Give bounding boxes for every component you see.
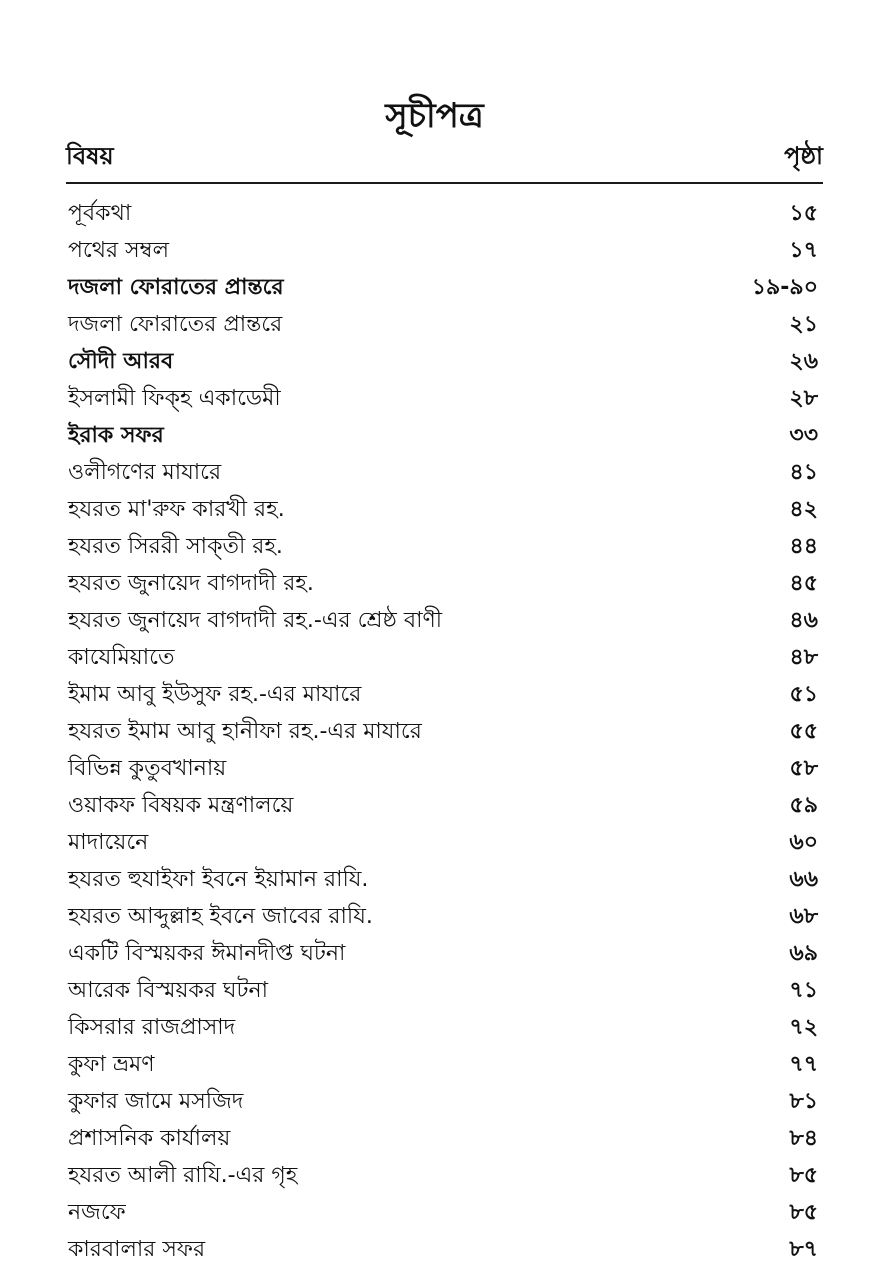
toc-entry-title: মাদায়েনে xyxy=(68,830,149,855)
toc-entry-title: সৌদী আরব xyxy=(68,349,174,374)
toc-entry-page-number: ৫৫ xyxy=(789,719,818,744)
toc-entry-title: বিভিন্ন কুতুবখানায় xyxy=(68,756,227,781)
toc-entry xyxy=(68,195,824,232)
toc-entry-page-number: ৬৮ xyxy=(789,904,818,929)
toc-entry xyxy=(68,1046,824,1083)
toc-entry xyxy=(68,676,824,713)
toc-entry-page-number: ৬৯ xyxy=(789,941,818,966)
toc-entry xyxy=(68,417,824,454)
toc-entry xyxy=(68,639,824,676)
toc-entry-title: হযরত হুযাইফা ইবনে ইয়ামান রাযি. xyxy=(68,867,369,892)
toc-entry xyxy=(68,1120,824,1157)
toc-entry-title: ইমাম আবু ইউসুফ রহ.-এর মাযারে xyxy=(68,682,362,707)
toc-entry-title: হযরত সিররী সাক্‌তী রহ. xyxy=(68,534,283,559)
toc-entry-page-number: ১৭ xyxy=(789,238,818,263)
toc-entry-title: হযরত মা'রুফ কারখী রহ. xyxy=(68,497,285,522)
toc-entry-page-number: ৮৭ xyxy=(789,1237,818,1262)
toc-entry-title: পূর্বকথা xyxy=(68,201,132,226)
toc-entry-page-number: ৫৮ xyxy=(789,756,818,781)
toc-entry xyxy=(68,232,824,269)
toc-entry-page-number: ২৮ xyxy=(789,386,818,411)
toc-entry-title: নজফে xyxy=(68,1200,126,1225)
subject-column-label: বিষয় xyxy=(66,142,114,170)
toc-entry-title: কুফার জামে মসজিদ xyxy=(68,1089,244,1114)
toc-entry-title: হযরত জুনায়েদ বাগদাদী রহ. xyxy=(68,571,314,596)
toc-entry-page-number: ২৬ xyxy=(789,349,818,374)
toc-entry-page-number: ৪৮ xyxy=(789,645,818,670)
toc-entry-title: একটি বিস্ময়কর ঈমানদীপ্ত ঘটনা xyxy=(68,941,346,966)
toc-entry xyxy=(68,306,824,343)
toc-entry-page-number: ৫৯ xyxy=(789,793,818,818)
toc-entry-page-number: ৬০ xyxy=(789,830,818,855)
toc-entry-title: হযরত ইমাম আবু হানীফা রহ.-এর মাযারে xyxy=(68,719,422,744)
toc-entry-title: ওলীগণের মাযারে xyxy=(68,460,222,485)
table-of-contents xyxy=(68,195,824,1268)
toc-entry-page-number: ৮১ xyxy=(789,1089,818,1114)
toc-entry-title: দজলা ফোরাতের প্রান্তরে xyxy=(68,312,283,337)
toc-entry-title: হযরত আব্দুল্লাহ ইবনে জাবের রাযি. xyxy=(68,904,373,929)
toc-entry-page-number: ৮৫ xyxy=(789,1200,818,1225)
toc-entry xyxy=(68,491,824,528)
toc-entry-page-number: ২১ xyxy=(789,312,818,337)
toc-entry-title: হযরত জুনায়েদ বাগদাদী রহ.-এর শ্রেষ্ঠ বাণী xyxy=(68,608,443,633)
toc-entry-page-number: ৪২ xyxy=(789,497,818,522)
toc-entry xyxy=(68,861,824,898)
toc-entry-page-number: ৭২ xyxy=(789,1015,818,1040)
toc-entry xyxy=(68,713,824,750)
toc-entry xyxy=(68,898,824,935)
toc-entry xyxy=(68,972,824,1009)
toc-entry-page-number: ৪৫ xyxy=(789,571,818,596)
toc-entry-page-number: ১৫ xyxy=(789,201,818,226)
toc-entry-page-number: ৮৫ xyxy=(789,1163,818,1188)
toc-entry-title: ওয়াকফ বিষয়ক মন্ত্রণালয়ে xyxy=(68,793,294,818)
toc-entry xyxy=(68,454,824,491)
toc-entry-title: আরেক বিস্ময়কর ঘটনা xyxy=(68,978,268,1003)
toc-entry-page-number: ১৯-৯০ xyxy=(751,275,818,300)
toc-entry-page-number: ৭৭ xyxy=(789,1052,818,1077)
toc-entry-title: দজলা ফোরাতের প্রান্তরে xyxy=(68,275,284,300)
toc-entry-title: কুফা ভ্রমণ xyxy=(68,1052,155,1077)
toc-entry xyxy=(68,602,824,639)
toc-entry xyxy=(68,1083,824,1120)
toc-entry-title: প্রশাসনিক কার্যালয় xyxy=(68,1126,231,1151)
toc-entry xyxy=(68,565,824,602)
toc-entry xyxy=(68,935,824,972)
toc-entry xyxy=(68,1194,824,1231)
toc-entry xyxy=(68,380,824,417)
toc-entry-page-number: ৪৪ xyxy=(789,534,818,559)
toc-entry-title: হযরত আলী রাযি.-এর গৃহ xyxy=(68,1163,298,1188)
toc-entry xyxy=(68,750,824,787)
toc-entry-page-number: ৫১ xyxy=(789,682,818,707)
toc-entry-page-number: ৪১ xyxy=(789,460,818,485)
toc-entry xyxy=(68,787,824,824)
toc-entry-title: কাযেমিয়াতে xyxy=(68,645,175,670)
toc-entry xyxy=(68,269,824,306)
toc-entry xyxy=(68,1231,824,1268)
toc-entry-title: পথের সম্বল xyxy=(68,238,170,263)
toc-header xyxy=(66,140,823,184)
toc-entry xyxy=(68,1157,824,1194)
toc-entry-page-number: ৩৩ xyxy=(789,423,818,448)
toc-entry-page-number: ৪৬ xyxy=(789,608,818,633)
toc-entry-title: কারবালার সফর xyxy=(68,1237,206,1262)
toc-entry xyxy=(68,824,824,861)
toc-entry-page-number: ৬৬ xyxy=(789,867,818,892)
page-column-label: পৃষ্ঠা xyxy=(784,142,823,170)
toc-entry-page-number: ৭১ xyxy=(789,978,818,1003)
toc-entry-title: ইরাক সফর xyxy=(68,423,164,448)
page-title: সূচীপত্র xyxy=(385,96,484,136)
toc-entry-title: ইসলামী ফিক্‌হ একাডেমী xyxy=(68,386,281,411)
toc-entry xyxy=(68,1009,824,1046)
toc-entry xyxy=(68,528,824,565)
toc-entry xyxy=(68,343,824,380)
toc-entry-title: কিসরার রাজপ্রাসাদ xyxy=(68,1015,236,1040)
toc-entry-page-number: ৮৪ xyxy=(789,1126,818,1151)
